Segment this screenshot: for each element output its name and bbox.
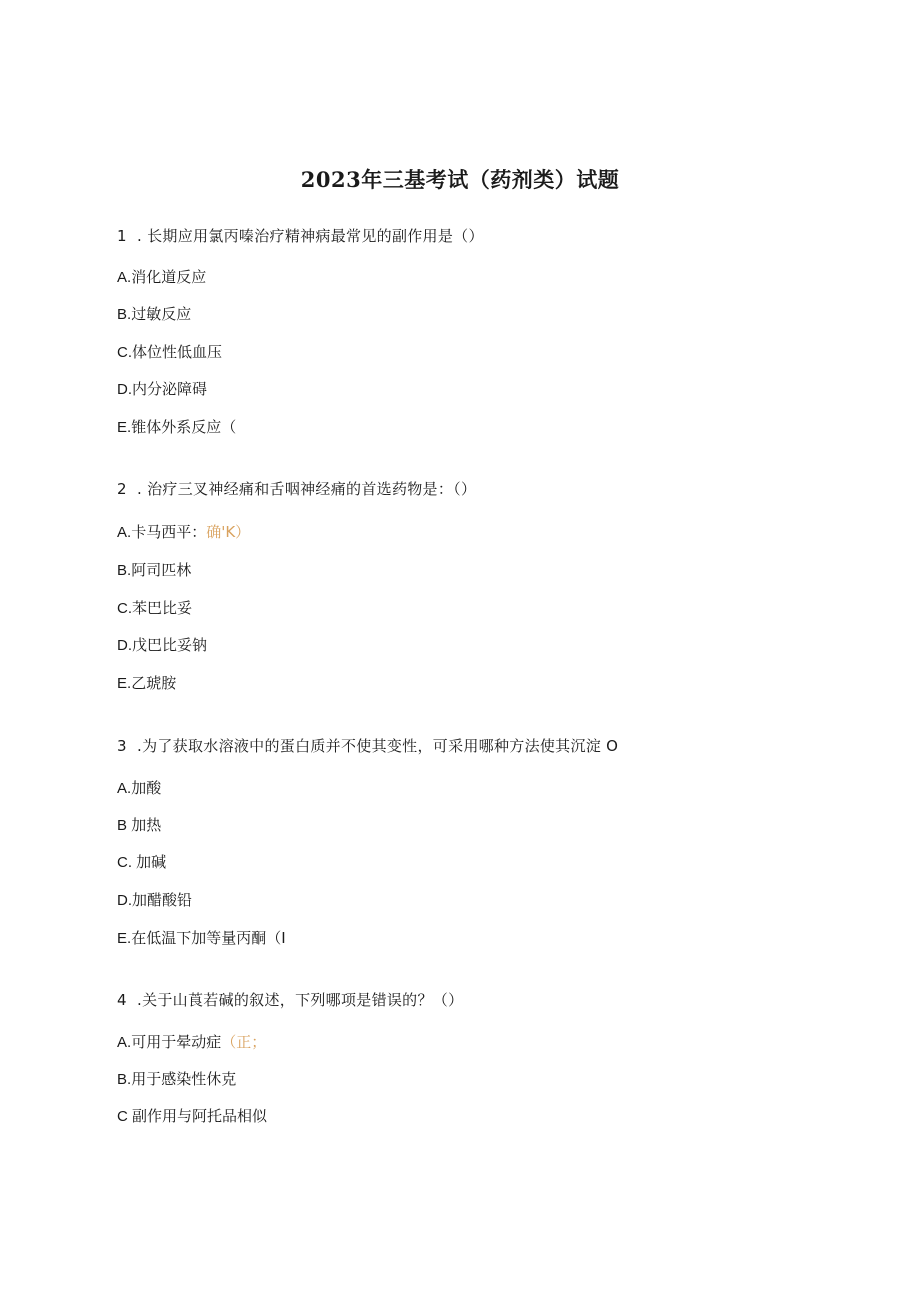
option-letter: B: [117, 817, 132, 834]
option-letter: E.: [117, 419, 132, 436]
question-text: .为了获取水溶液中的蛋白质并不使其变性，可采用哪种方法使其沉淀 O: [137, 737, 619, 755]
question-4: [117, 989, 463, 1011]
option-text: 副作用与阿托品相似: [132, 1107, 268, 1125]
question-2-option-b: [117, 559, 191, 582]
question-number: 1: [117, 227, 127, 245]
question-1-option-e: [117, 416, 236, 439]
option-text: 加醋酸铅: [132, 891, 193, 909]
option-letter: D.: [117, 637, 132, 654]
option-letter: D.: [117, 381, 132, 398]
question-number: 2: [117, 480, 127, 498]
option-letter: A.: [117, 269, 132, 286]
question-3-option-a: [117, 777, 161, 800]
option-letter: C: [117, 1108, 132, 1125]
option-letter: D.: [117, 892, 132, 909]
question-3-option-b: [117, 814, 161, 837]
option-letter: B.: [117, 1071, 132, 1088]
option-text: 体位性低血压: [132, 343, 223, 361]
option-text: 乙琥胺: [131, 674, 177, 692]
option-letter: E.: [117, 930, 132, 947]
question-4-option-b: [117, 1068, 236, 1091]
option-letter: C.: [117, 600, 132, 617]
option-text: 可用于晕动症: [131, 1033, 222, 1051]
option-letter: A.: [117, 524, 132, 541]
question-3-option-d: [117, 889, 192, 912]
question-1-option-a: [117, 266, 206, 289]
option-text: 加碱: [136, 853, 167, 871]
option-text: 用于感染性休克: [131, 1070, 237, 1088]
option-text: 在低温下加等量丙酮（I: [131, 929, 286, 947]
question-3-option-e: [117, 927, 286, 950]
question-3-option-c: [117, 851, 166, 874]
option-letter: E.: [117, 675, 132, 692]
question-2-option-d: [117, 634, 207, 657]
option-letter: C.: [117, 854, 137, 871]
option-text: 加酸: [131, 779, 162, 797]
question-number: 3: [117, 737, 127, 755]
question-2-option-c: [117, 597, 192, 620]
option-letter: B.: [117, 306, 132, 323]
question-text: . 治疗三叉神经痛和舌咽神经痛的首选药物是：（）: [137, 480, 477, 498]
question-2-option-a: [117, 521, 250, 544]
document-title: 2023年三基考试（药剂类）试题: [300, 167, 620, 192]
question-1: [117, 225, 484, 247]
question-2-option-e: [117, 672, 176, 695]
question-text: . 长期应用氯丙嗪治疗精神病最常见的副作用是（）: [137, 227, 484, 245]
question-2: [117, 478, 476, 500]
option-text: 加热: [131, 816, 162, 834]
question-4-option-c: [117, 1105, 267, 1128]
option-letter: A.: [117, 780, 132, 797]
question-1-option-c: [117, 341, 222, 364]
option-text: 消化道反应: [131, 268, 207, 286]
question-text: .关于山莨若碱的叙述，下列哪项是错误的？（）: [137, 991, 464, 1009]
question-number: 4: [117, 991, 127, 1009]
option-text: 戊巴比妥钠: [132, 636, 208, 654]
option-letter: B.: [117, 562, 132, 579]
question-4-option-a: [117, 1031, 266, 1054]
answer-mark: 确'K）: [206, 523, 251, 541]
option-text: 苯巴比妥: [132, 599, 193, 617]
option-text: 内分泌障碍: [132, 380, 208, 398]
question-3: [117, 735, 618, 757]
option-text: 阿司匹林: [131, 561, 192, 579]
option-text: 锥体外系反应（: [131, 418, 237, 436]
option-text: 过敏反应: [131, 305, 192, 323]
question-1-option-b: [117, 303, 191, 326]
option-text: 卡马西平：: [131, 523, 207, 541]
option-letter: A.: [117, 1034, 132, 1051]
option-letter: C.: [117, 344, 132, 361]
question-1-option-d: [117, 378, 207, 401]
answer-mark: （正；: [221, 1033, 267, 1051]
